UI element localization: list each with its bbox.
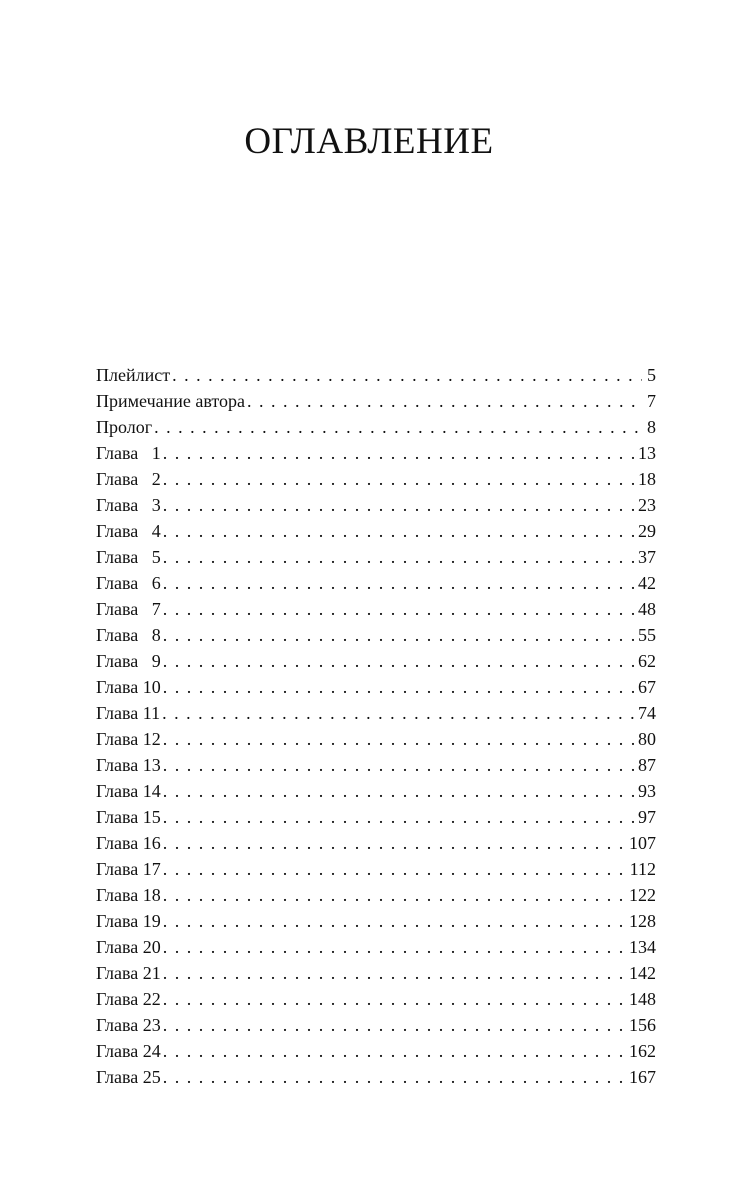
table-of-contents (96, 362, 656, 1090)
toc-entry-page-number: 162 (629, 1041, 656, 1061)
toc-entry-label: Глава 2 (96, 469, 161, 489)
toc-entry-page-number: 37 (638, 547, 656, 567)
toc-entry-page-number: 148 (629, 989, 656, 1009)
toc-entry-label: Глава 5 (96, 547, 161, 567)
toc-entry-page-number: 18 (638, 469, 656, 489)
toc-entry-page-number: 55 (638, 625, 656, 645)
toc-entry-label: Глава 1 (96, 443, 161, 463)
toc-entry-label: Глава 25 (96, 1067, 161, 1087)
dot-leader (161, 804, 634, 830)
toc-entry[interactable] (96, 804, 656, 830)
dot-leader (161, 596, 634, 622)
toc-entry-label: Глава 20 (96, 937, 161, 957)
toc-entry-label: Глава 17 (96, 859, 161, 879)
toc-entry-label: Примечание автора (96, 391, 246, 411)
toc-entry-page-number: 8 (647, 417, 656, 437)
toc-entry[interactable] (96, 440, 656, 466)
toc-entry-label: Глава 10 (96, 677, 161, 697)
toc-entry[interactable] (96, 466, 656, 492)
toc-entry-label: Глава 6 (96, 573, 161, 593)
toc-entry[interactable] (96, 986, 656, 1012)
toc-entry[interactable] (96, 882, 656, 908)
dot-leader (161, 440, 634, 466)
toc-entry[interactable] (96, 622, 656, 648)
toc-entry[interactable] (96, 934, 656, 960)
dot-leader (161, 518, 634, 544)
toc-entry[interactable] (96, 544, 656, 570)
toc-entry-page-number: 128 (629, 911, 656, 931)
toc-entry-page-number: 67 (638, 677, 656, 697)
toc-entry[interactable] (96, 960, 656, 986)
toc-entry[interactable] (96, 388, 656, 414)
toc-entry[interactable] (96, 1038, 656, 1064)
toc-entry[interactable] (96, 414, 656, 440)
toc-entry-label: Глава 24 (96, 1041, 161, 1061)
toc-entry-page-number: 29 (638, 521, 656, 541)
toc-entry-label: Глава 21 (96, 963, 161, 983)
toc-entry-label: Плейлист (96, 365, 171, 385)
dot-leader (161, 908, 625, 934)
toc-entry-page-number: 112 (629, 859, 656, 879)
toc-entry-page-number: 122 (629, 885, 656, 905)
dot-leader (161, 674, 634, 700)
toc-entry-page-number: 74 (638, 703, 656, 723)
toc-entry-label: Глава 11 (96, 703, 161, 723)
toc-entry-label: Глава 9 (96, 651, 161, 671)
dot-leader (170, 362, 642, 388)
toc-entry[interactable] (96, 596, 656, 622)
toc-entry[interactable] (96, 1064, 656, 1090)
dot-leader (161, 726, 634, 752)
dot-leader (161, 492, 634, 518)
toc-entry-label: Глава 14 (96, 781, 161, 801)
dot-leader (245, 388, 642, 414)
dot-leader (161, 934, 625, 960)
dot-leader (161, 778, 634, 804)
toc-entry-label: Глава 7 (96, 599, 161, 619)
toc-entry[interactable] (96, 856, 656, 882)
dot-leader (161, 1038, 625, 1064)
dot-leader (161, 622, 634, 648)
toc-entry-label: Глава 18 (96, 885, 161, 905)
dot-leader (152, 414, 642, 440)
toc-entry[interactable] (96, 752, 656, 778)
toc-entry-page-number: 80 (638, 729, 656, 749)
toc-entry-page-number: 42 (638, 573, 656, 593)
toc-entry-label: Глава 13 (96, 755, 161, 775)
toc-entry[interactable] (96, 648, 656, 674)
toc-entry-page-number: 93 (638, 781, 656, 801)
toc-entry-page-number: 87 (638, 755, 656, 775)
toc-entry[interactable] (96, 1012, 656, 1038)
toc-entry-page-number: 107 (629, 833, 656, 853)
toc-entry[interactable] (96, 674, 656, 700)
dot-leader (161, 752, 634, 778)
dot-leader (161, 960, 625, 986)
dot-leader (161, 1064, 625, 1090)
toc-entry-label: Глава 12 (96, 729, 161, 749)
toc-entry[interactable] (96, 700, 656, 726)
toc-entry-label: Глава 4 (96, 521, 161, 541)
toc-entry-label: Пролог (96, 417, 153, 437)
dot-leader (161, 856, 626, 882)
toc-entry[interactable] (96, 778, 656, 804)
toc-entry-page-number: 5 (647, 365, 656, 385)
toc-entry[interactable] (96, 908, 656, 934)
dot-leader (161, 648, 634, 674)
toc-entry-page-number: 142 (629, 963, 656, 983)
page-title: ОГЛАВЛЕНИЕ (244, 121, 494, 162)
dot-leader (161, 544, 634, 570)
dot-leader (161, 1012, 625, 1038)
toc-entry-page-number: 97 (638, 807, 656, 827)
toc-entry-label: Глава 19 (96, 911, 161, 931)
toc-entry-page-number: 7 (647, 391, 656, 411)
toc-entry-page-number: 62 (638, 651, 656, 671)
toc-entry-label: Глава 22 (96, 989, 161, 1009)
toc-entry-label: Глава 3 (96, 495, 161, 515)
toc-entry-page-number: 48 (638, 599, 656, 619)
toc-entry-label: Глава 8 (96, 625, 161, 645)
dot-leader (161, 570, 634, 596)
toc-entry[interactable] (96, 830, 656, 856)
toc-entry[interactable] (96, 362, 656, 388)
toc-entry[interactable] (96, 492, 656, 518)
toc-entry[interactable] (96, 570, 656, 596)
toc-entry-page-number: 156 (629, 1015, 656, 1035)
dot-leader (161, 882, 625, 908)
toc-entry[interactable] (96, 726, 656, 752)
toc-entry[interactable] (96, 518, 656, 544)
toc-entry-label: Глава 15 (96, 807, 161, 827)
toc-entry-label: Глава 16 (96, 833, 161, 853)
toc-entry-page-number: 134 (629, 937, 656, 957)
toc-entry-label: Глава 23 (96, 1015, 161, 1035)
toc-entry-page-number: 167 (629, 1067, 656, 1087)
dot-leader (161, 830, 625, 856)
toc-entry-page-number: 23 (638, 495, 656, 515)
dot-leader (161, 986, 625, 1012)
dot-leader (160, 700, 634, 726)
toc-entry-page-number: 13 (638, 443, 656, 463)
dot-leader (161, 466, 634, 492)
